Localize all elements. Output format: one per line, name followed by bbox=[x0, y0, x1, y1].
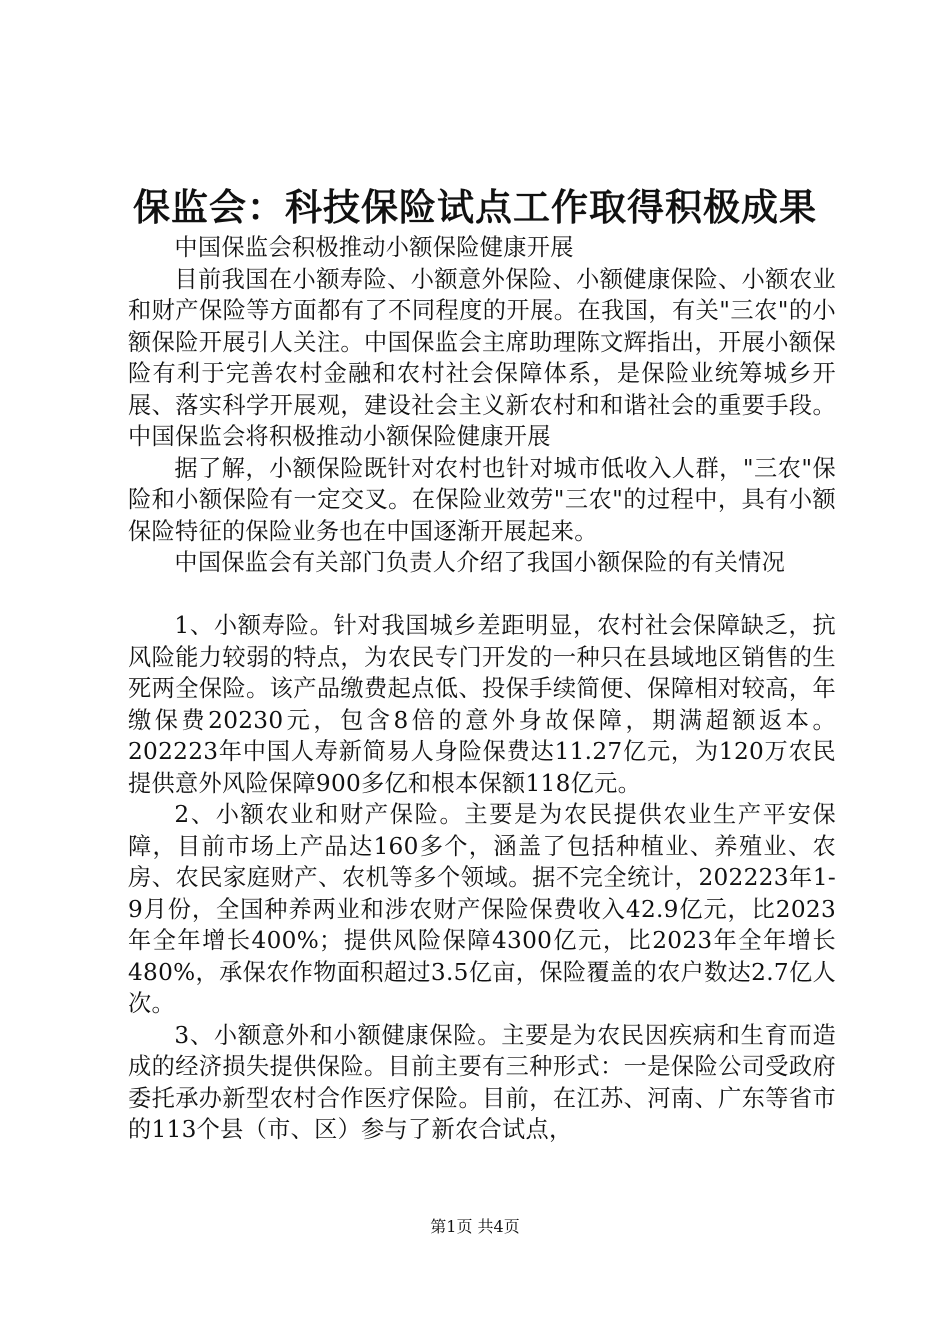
paragraph-item-3: 3、小额意外和小额健康保险。主要是为农民因疾病和生育而造成的经济损失提供保险。目前主要有三种形式：一是保险公司受政府委托承办新型农村合作医疗保险。目前，在江苏、河南、广东等省市的113个县（市、区）参与了新农合试点， bbox=[128, 1021, 836, 1143]
paragraph-overview: 目前我国在小额寿险、小额意外保险、小额健康保险、小额农业和财产保险等方面都有了不同程度的开展。在我国，有关"三农"的小额保险开展引人关注。中国保监会主席助理陈文辉指出，开展小额保险有利于完善农村金融和农村社会保障体系，是保险业统筹城乡开展、落实科学开展观，建设社会主义新农村和和谐社会的重要手段。中国保监会将积极推动小额保险健康开展 bbox=[128, 265, 836, 450]
paragraph-background: 据了解，小额保险既针对农村也针对城市低收入人群，"三农"保险和小额保险有一定交叉。在保险业效劳"三农"的过程中，具有小额保险特征的保险业务也在中国逐渐开展起来。 bbox=[128, 454, 836, 545]
paragraph-item-1: 1、小额寿险。针对我国城乡差距明显，农村社会保障缺乏，抗风险能力较弱的特点，为农民专门开发的一种只在县域地区销售的生死两全保险。该产品缴费起点低、投保手续简便、保障相对较高，年缴保费20230元，包含8倍的意外身故保障，期满超额返本。202223年中国人寿新简易人身险保费达11.27亿元，为120万农民提供意外风险保障900多亿和根本保额118亿元。 bbox=[128, 612, 836, 797]
paragraph-subtitle: 中国保监会积极推动小额保险健康开展 bbox=[174, 234, 574, 261]
page-number-footer: 第1页 共4页 bbox=[430, 1217, 520, 1236]
document-body bbox=[128, 232, 836, 1146]
paragraph-item-2: 2、小额农业和财产保险。主要是为农民提供农业生产平安保障，目前市场上产品达160多个，涵盖了包括种植业、养殖业、农房、农民家庭财产、农机等多个领域。据不完全统计，202223年1-9月份，全国种养两业和涉农财产保险保费收入42.9亿元，比2023年全年增长400%；提供风险保障4300亿元，比2023年全年增长480%，承保农作物面积超过3.5亿亩，保险覆盖的农户数达2.7亿人次。 bbox=[128, 801, 836, 1017]
document-title: 保监会：科技保险试点工作取得积极成果 bbox=[133, 186, 817, 229]
paragraph-intro: 中国保监会有关部门负责人介绍了我国小额保险的有关情况 bbox=[174, 549, 786, 576]
